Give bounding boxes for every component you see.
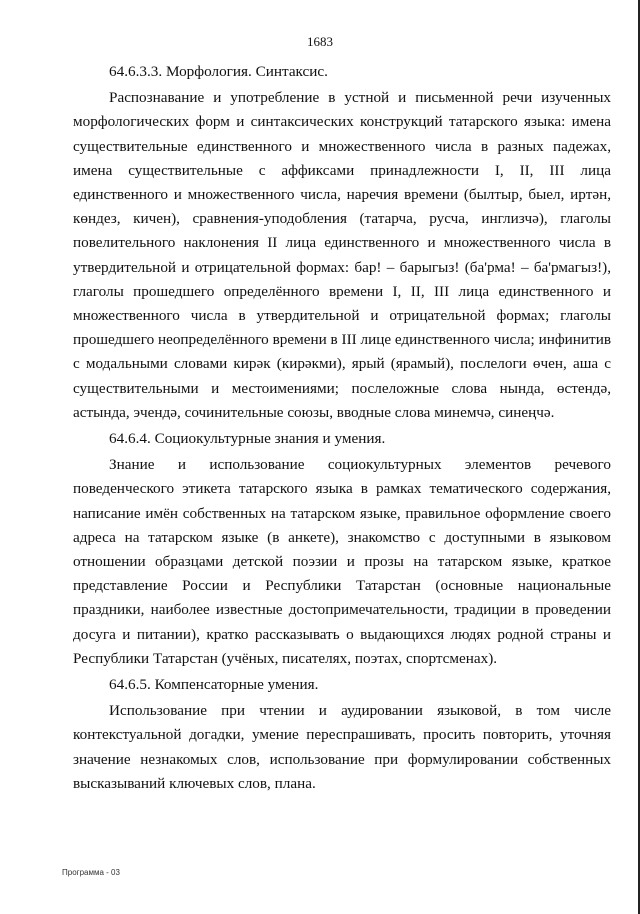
page-footer: Программа - 03 [62, 868, 120, 877]
section-heading-compensatory: 64.6.5. Компенсаторные умения. [109, 676, 319, 694]
page-number: 1683 [307, 34, 333, 49]
document-body [73, 58, 611, 798]
section-text-compensatory: Использование при чтении и аудировании языковой, в том числе контекстуальной догадки, умение переспрашивать, просить повторить, уточняя значение незнакомых слов, использование при формулировании собственных высказываний ключевых слов, плана. [73, 702, 611, 792]
section-text-sociocultural: Знание и использование социокультурных элементов речевого поведенческого этикета татарского языка в рамках тематического содержания, написание имён собственных на татарском языке, правильное оформление своего адреса на татарском языке (в анкете), знакомство с доступными в языковом отношении образцами детской поэзии и прозы на татарском языке, краткое представление России и Республики Татарстан (основные национальные праздники, наиболее известные достопримечательности, традиции в проведении досуга и питании), кратко рассказывать о выдающихся людях родной страны и Республики Татарстан (учёных, писателях, поэтах, спортсменах). [73, 456, 611, 667]
section-heading-sociocultural: 64.6.4. Социокультурные знания и умения. [109, 430, 386, 448]
section-text-morphology: Распознавание и употребление в устной и письменной речи изученных морфологических форм и синтаксических конструкций татарского языка: имена существительные единственного и множественного числа в разных падежах, имена существительные с аффиксами принадлежности I, II, III лица единственного и множественного числа, наречия времени (былтыр, быел, иртән, көндез, кичен), сравнения-уподобления (татарча, русча, инглизчә), глаголы повелительного наклонения II лица единственного и множественного числа в утвердительной и отрицательной формах: бар! – барыгыз! (ба'рма! – ба'рмагыз!), глаголы прошедшего определённого времени I, II, III лица единственного и множественного числа в утвердительной и отрицательной формах; глаголы прошедшего неопределённого времени в III лице единственного числа; инфинитив с модальными словами кирәк (кирәкми), ярый (ярамый), послелоги өчен, аша с существительными и местоимениями; послеложные слова нында, өстендә, астында, эчендә, сочинительные союзы, вводные слова минемчә, синеңчә. [73, 89, 611, 421]
section-heading-morphology: 64.6.3.3. Морфология. Синтаксис. [109, 63, 328, 80]
